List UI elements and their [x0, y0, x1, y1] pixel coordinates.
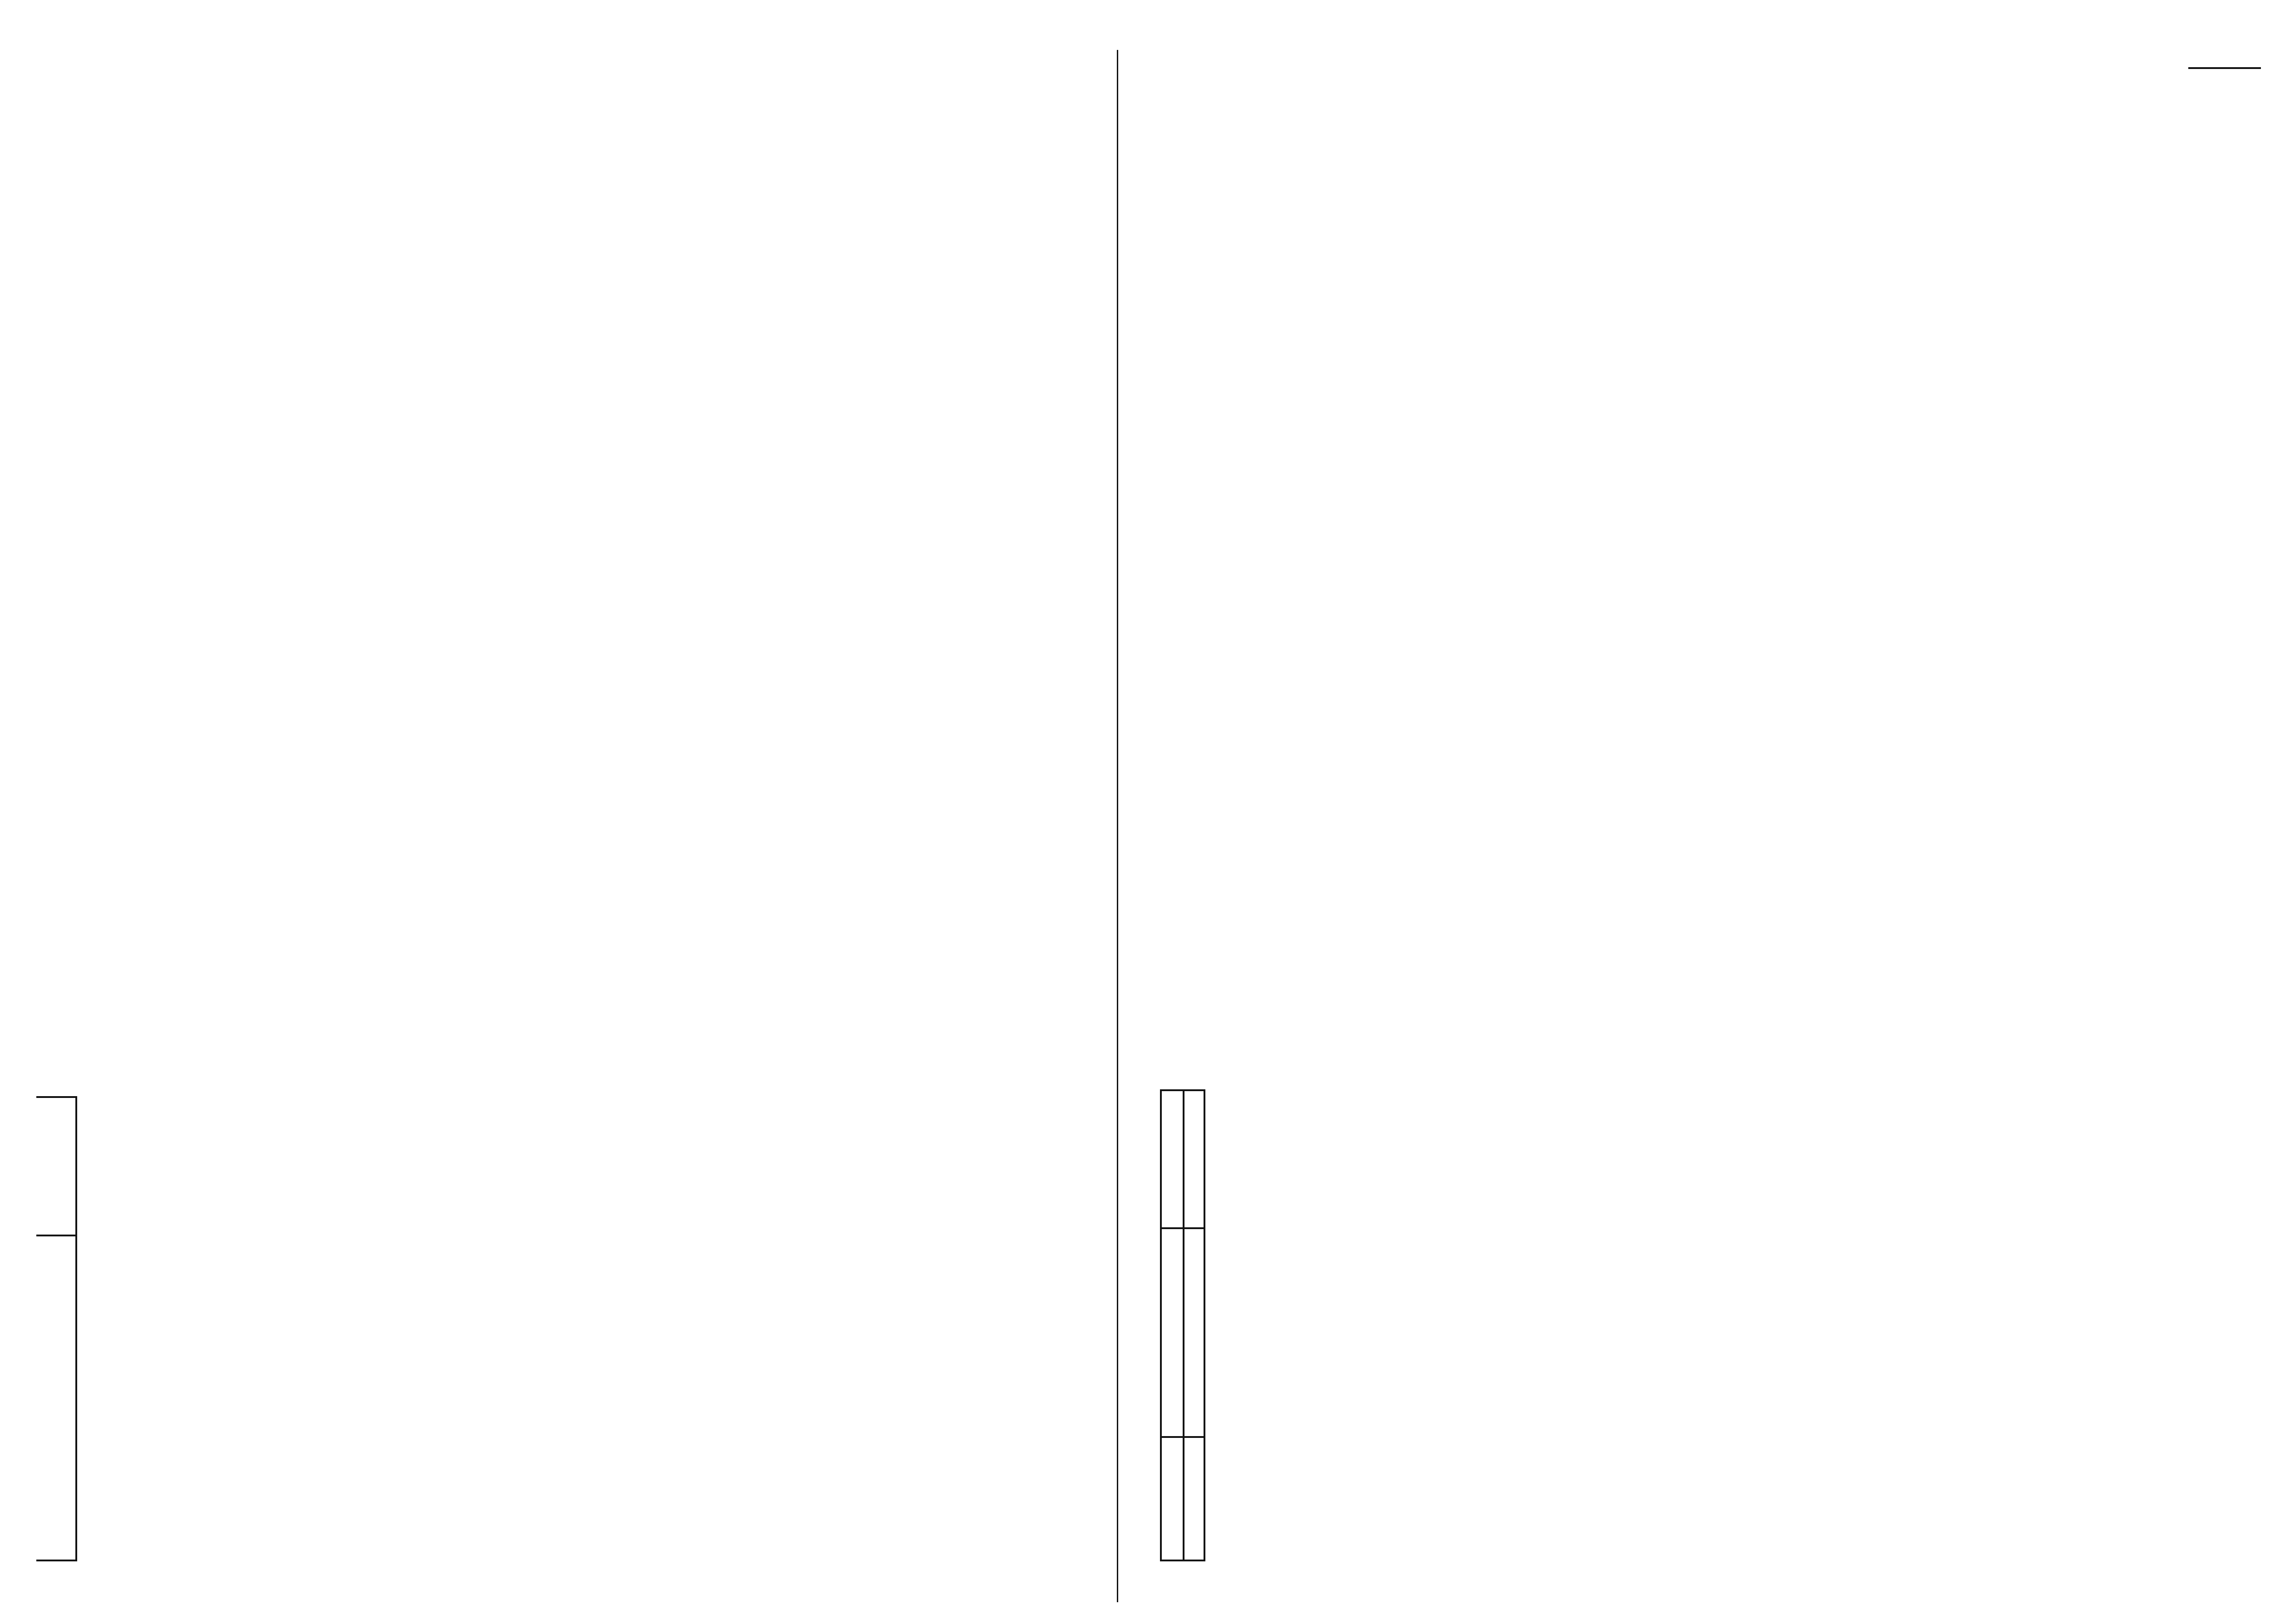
specification-sheet-right [1144, 0, 2270, 1624]
